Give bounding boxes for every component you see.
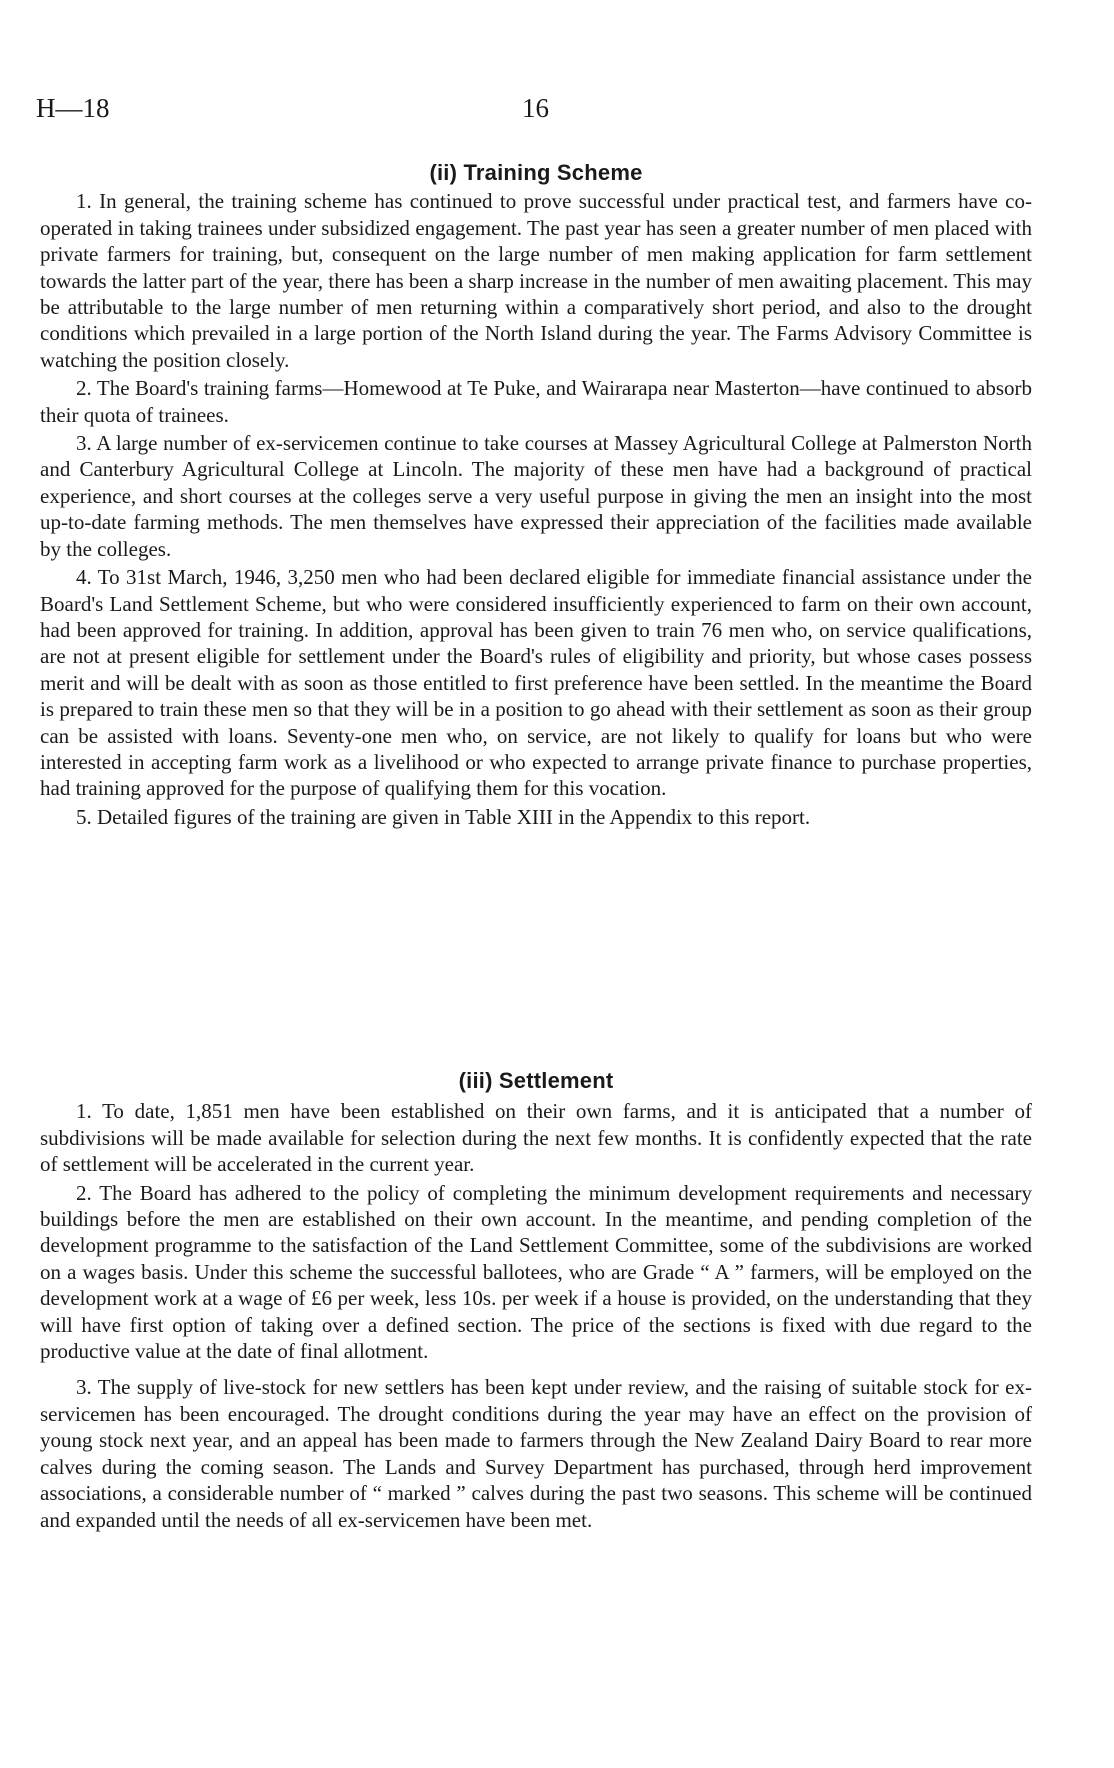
training-paragraph-2: 2. The Board's training farms—Homewood at Te Puke, and Wairarapa near Masterton—have continued to absorb their quota of trainees. (40, 376, 1032, 427)
settlement-paragraph-1: 1. To date, 1,851 men have been established on their own farms, and it is anticipated that a number of subdivisions will be made available for selection during the next few months. It is confidently expected that the rate of settlement will be accelerated in the current year. (40, 1099, 1032, 1177)
settlement-paragraph-2: 2. The Board has adhered to the policy of completing the minimum development requirements and necessary buildings before the men are established on their own account. In the meantime, and pending completion of the development programme to the satisfaction of the Land Settlement Committee, some of the subdivisions are worked on a wages basis. Under this scheme the successful ballotees, who are Grade “ A ” farmers, will be employed on the development work at a wage of £6 per week, less 10s. per week if a house is provided, on the understanding that they will have first option of taking over a defined section. The price of the sections is fixed with due regard to the productive value at the date of final allotment. (40, 1180, 1032, 1364)
report-reference: H—18 (36, 93, 110, 123)
settlement-section (40, 1068, 1032, 1535)
running-head (36, 93, 1040, 133)
page-number: 16 (522, 93, 549, 123)
training-paragraph-5: 5. Detailed figures of the training are given in Table XIII in the Appendix to this report. (76, 804, 811, 829)
training-scheme-section (40, 160, 1032, 832)
training-paragraph-1: 1. In general, the training scheme has continued to prove successful under practical test, and farmers have co-operated in taking trainees under subsidized engagement. The past year has seen a greater number of men placed with private farmers for training, but, consequent on the large number of men making application for farm settlement towards the latter part of the year, there has been a sharp increase in the number of men awaiting placement. This may be attributable to the large number of men returning within a comparatively short period, and also to the drought conditions which prevailed in a large portion of the North Island during the year. The Farms Advisory Committee is watching the position closely. (40, 189, 1032, 372)
training-paragraph-4: 4. To 31st March, 1946, 3,250 men who had been declared eligible for immediate financial assistance under the Board's Land Settlement Scheme, but who were considered insufficiently experienced to farm on their own account, had been approved for training. In addition, approval has been given to train 76 men who, on service qualifications, are not at present eligible for settlement under the Board's rules of eligibility and priority, but whose cases possess merit and will be dealt with as soon as those entitled to first preference have been settled. In the meantime the Board is prepared to train these men so that they will be in a position to go ahead with their settlement as soon as their group can be assisted with loans. Seventy-one men who, on service, are not likely to qualify for loans but who were interested in accepting farm work as a livelihood or who expected to arrange private finance to purchase properties, had training approved for the purpose of qualifying them for this vocation. (40, 565, 1032, 801)
training-paragraph-3: 3. A large number of ex-servicemen continue to take courses at Massey Agricultural College at Palmerston North and Canterbury Agricultural College at Lincoln. The majority of these men have had a background of practical experience, and short courses at the colleges serve a very useful purpose in giving the men an insight into the most up-to-date farming methods. The men themselves have expressed their appreciation of the facilities made available by the colleges. (40, 431, 1032, 561)
settlement-paragraph-3: 3. The supply of live-stock for new settlers has been kept under review, and the raising of suitable stock for ex-servicemen has been encouraged. The drought conditions during the year may have an effect on the provision of young stock next year, and an appeal has been made to farmers through the New Zealand Dairy Board to rear more calves during the coming season. The Lands and Survey Department has purchased, through herd improvement associations, a considerable number of “ marked ” calves during the past two seasons. This scheme will be continued and expanded until the needs of all ex-servicemen have been met. (40, 1375, 1032, 1532)
training-scheme-heading: (ii) Training Scheme (429, 160, 643, 185)
settlement-heading: (iii) Settlement (458, 1068, 614, 1093)
